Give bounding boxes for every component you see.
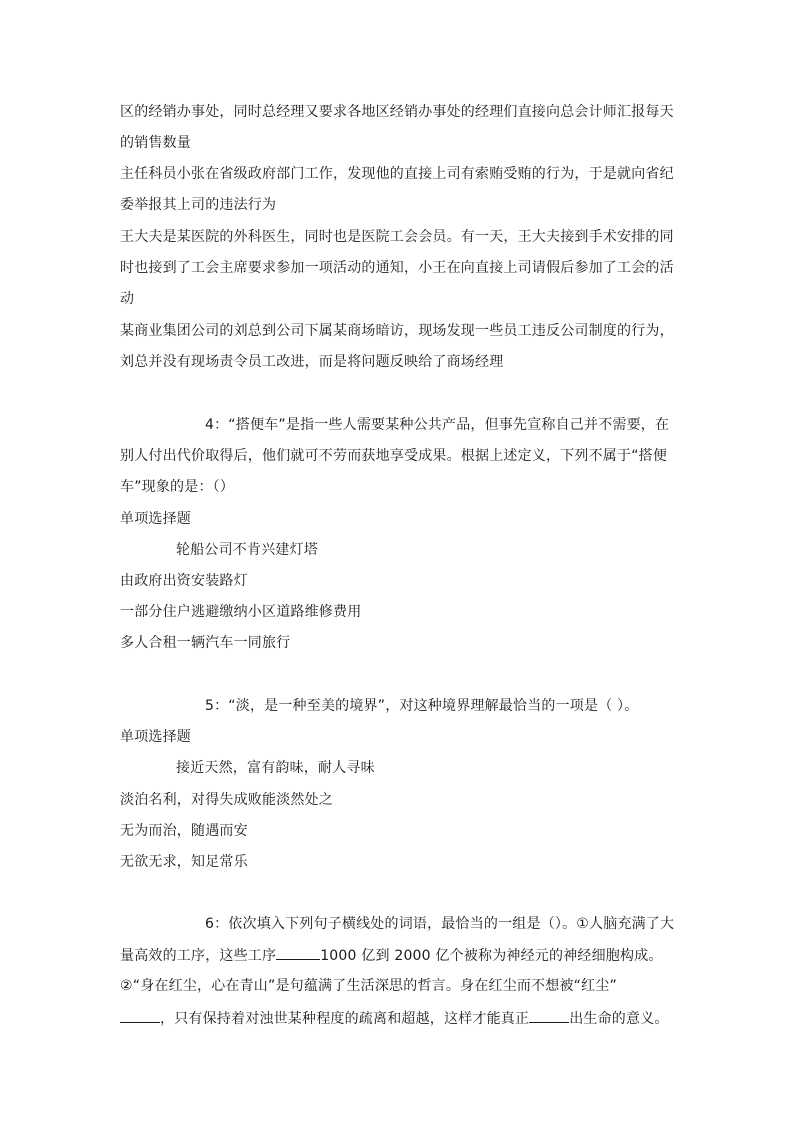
fill-blank [276, 945, 320, 960]
question-5-option: 无为而治，随遇而安 [120, 823, 248, 839]
intro-option-line: 委举报其上司的违法行为 [120, 197, 277, 213]
question-6-segment: 1000 亿到 2000 亿个被称为神经元的神经细胞构成。 [320, 948, 663, 964]
intro-option-line: 王大夫是某医院的外科医生，同时也是医院工会会员。有一天，王大夫接到手术安排的同 [120, 229, 674, 245]
intro-option-line: 某商业集团公司的刘总到公司下属某商场暗访，现场发现一些员工违反公司制度的行为， [120, 323, 674, 339]
question-5-option: 接近天然，富有韵味，耐人寻味 [176, 760, 375, 776]
question-4-text: 4：“搭便车”是指一些人需要某种公共产品，但事先宣称自己并不需要，在 [205, 417, 670, 433]
intro-option-line: 的销售数量 [120, 135, 191, 151]
intro-option-line: 主任科员小张在省级政府部门工作，发现他的直接上司有索贿受贿的行为，于是就向省纪 [120, 166, 674, 182]
question-5-text: 5：“淡，是一种至美的境界”，对这种境界理解最恰当的一项是（ ）。 [205, 698, 639, 714]
question-4-option: 多人合租一辆汽车一同旅行 [120, 635, 291, 651]
question-6-text-cont: ②“身在红尘，心在青山”是句蕴满了生活深思的哲言。身在红尘而不想被“红尘” [120, 978, 617, 994]
question-6-text-cont [120, 945, 663, 966]
question-6-segment: 量高效的工序，这些工序 [120, 948, 277, 964]
question-5-option: 无欲无求，知足常乐 [120, 854, 248, 870]
question-4-option: 由政府出资安装路灯 [120, 573, 248, 589]
question-6-segment: ，只有保持着对浊世某种程度的疏离和超越，这样才能真正 [160, 1011, 530, 1027]
question-4-option: 一部分住户逃避缴纳小区道路维修费用 [120, 604, 362, 620]
fill-blank [120, 1008, 160, 1023]
question-4-option: 轮船公司不肯兴建灯塔 [176, 542, 318, 558]
question-6-text: 6：依次填入下列句子横线处的词语，最恰当的一组是（）。①人脑充满了大 [205, 916, 675, 932]
fill-blank [529, 1008, 569, 1023]
intro-option-line: 刘总并没有现场责令员工改进，而是将问题反映给了商场经理 [120, 354, 504, 370]
question-6-segment: 出生命的意义。 [569, 1011, 669, 1027]
intro-option-line: 动 [120, 291, 135, 307]
intro-option-line: 时也接到了工会主席要求参加一项活动的通知，小王在向直接上司请假后参加了工会的活 [120, 260, 674, 276]
question-4-text-cont: 车”现象的是：（） [120, 479, 235, 495]
intro-option-line: 区的经销办事处，同时总经理又要求各地区经销办事处的经理们直接向总会计师汇报每天 [120, 104, 674, 120]
question-5-type: 单项选择题 [120, 729, 191, 745]
question-4-type: 单项选择题 [120, 511, 191, 527]
question-6-text-cont [120, 1008, 669, 1029]
question-5-option: 淡泊名利，对得失成败能淡然处之 [120, 792, 333, 808]
question-4-text-cont: 别人付出代价取得后，他们就可不劳而获地享受成果。根据上述定义，下列不属于“搭便 [120, 448, 668, 464]
